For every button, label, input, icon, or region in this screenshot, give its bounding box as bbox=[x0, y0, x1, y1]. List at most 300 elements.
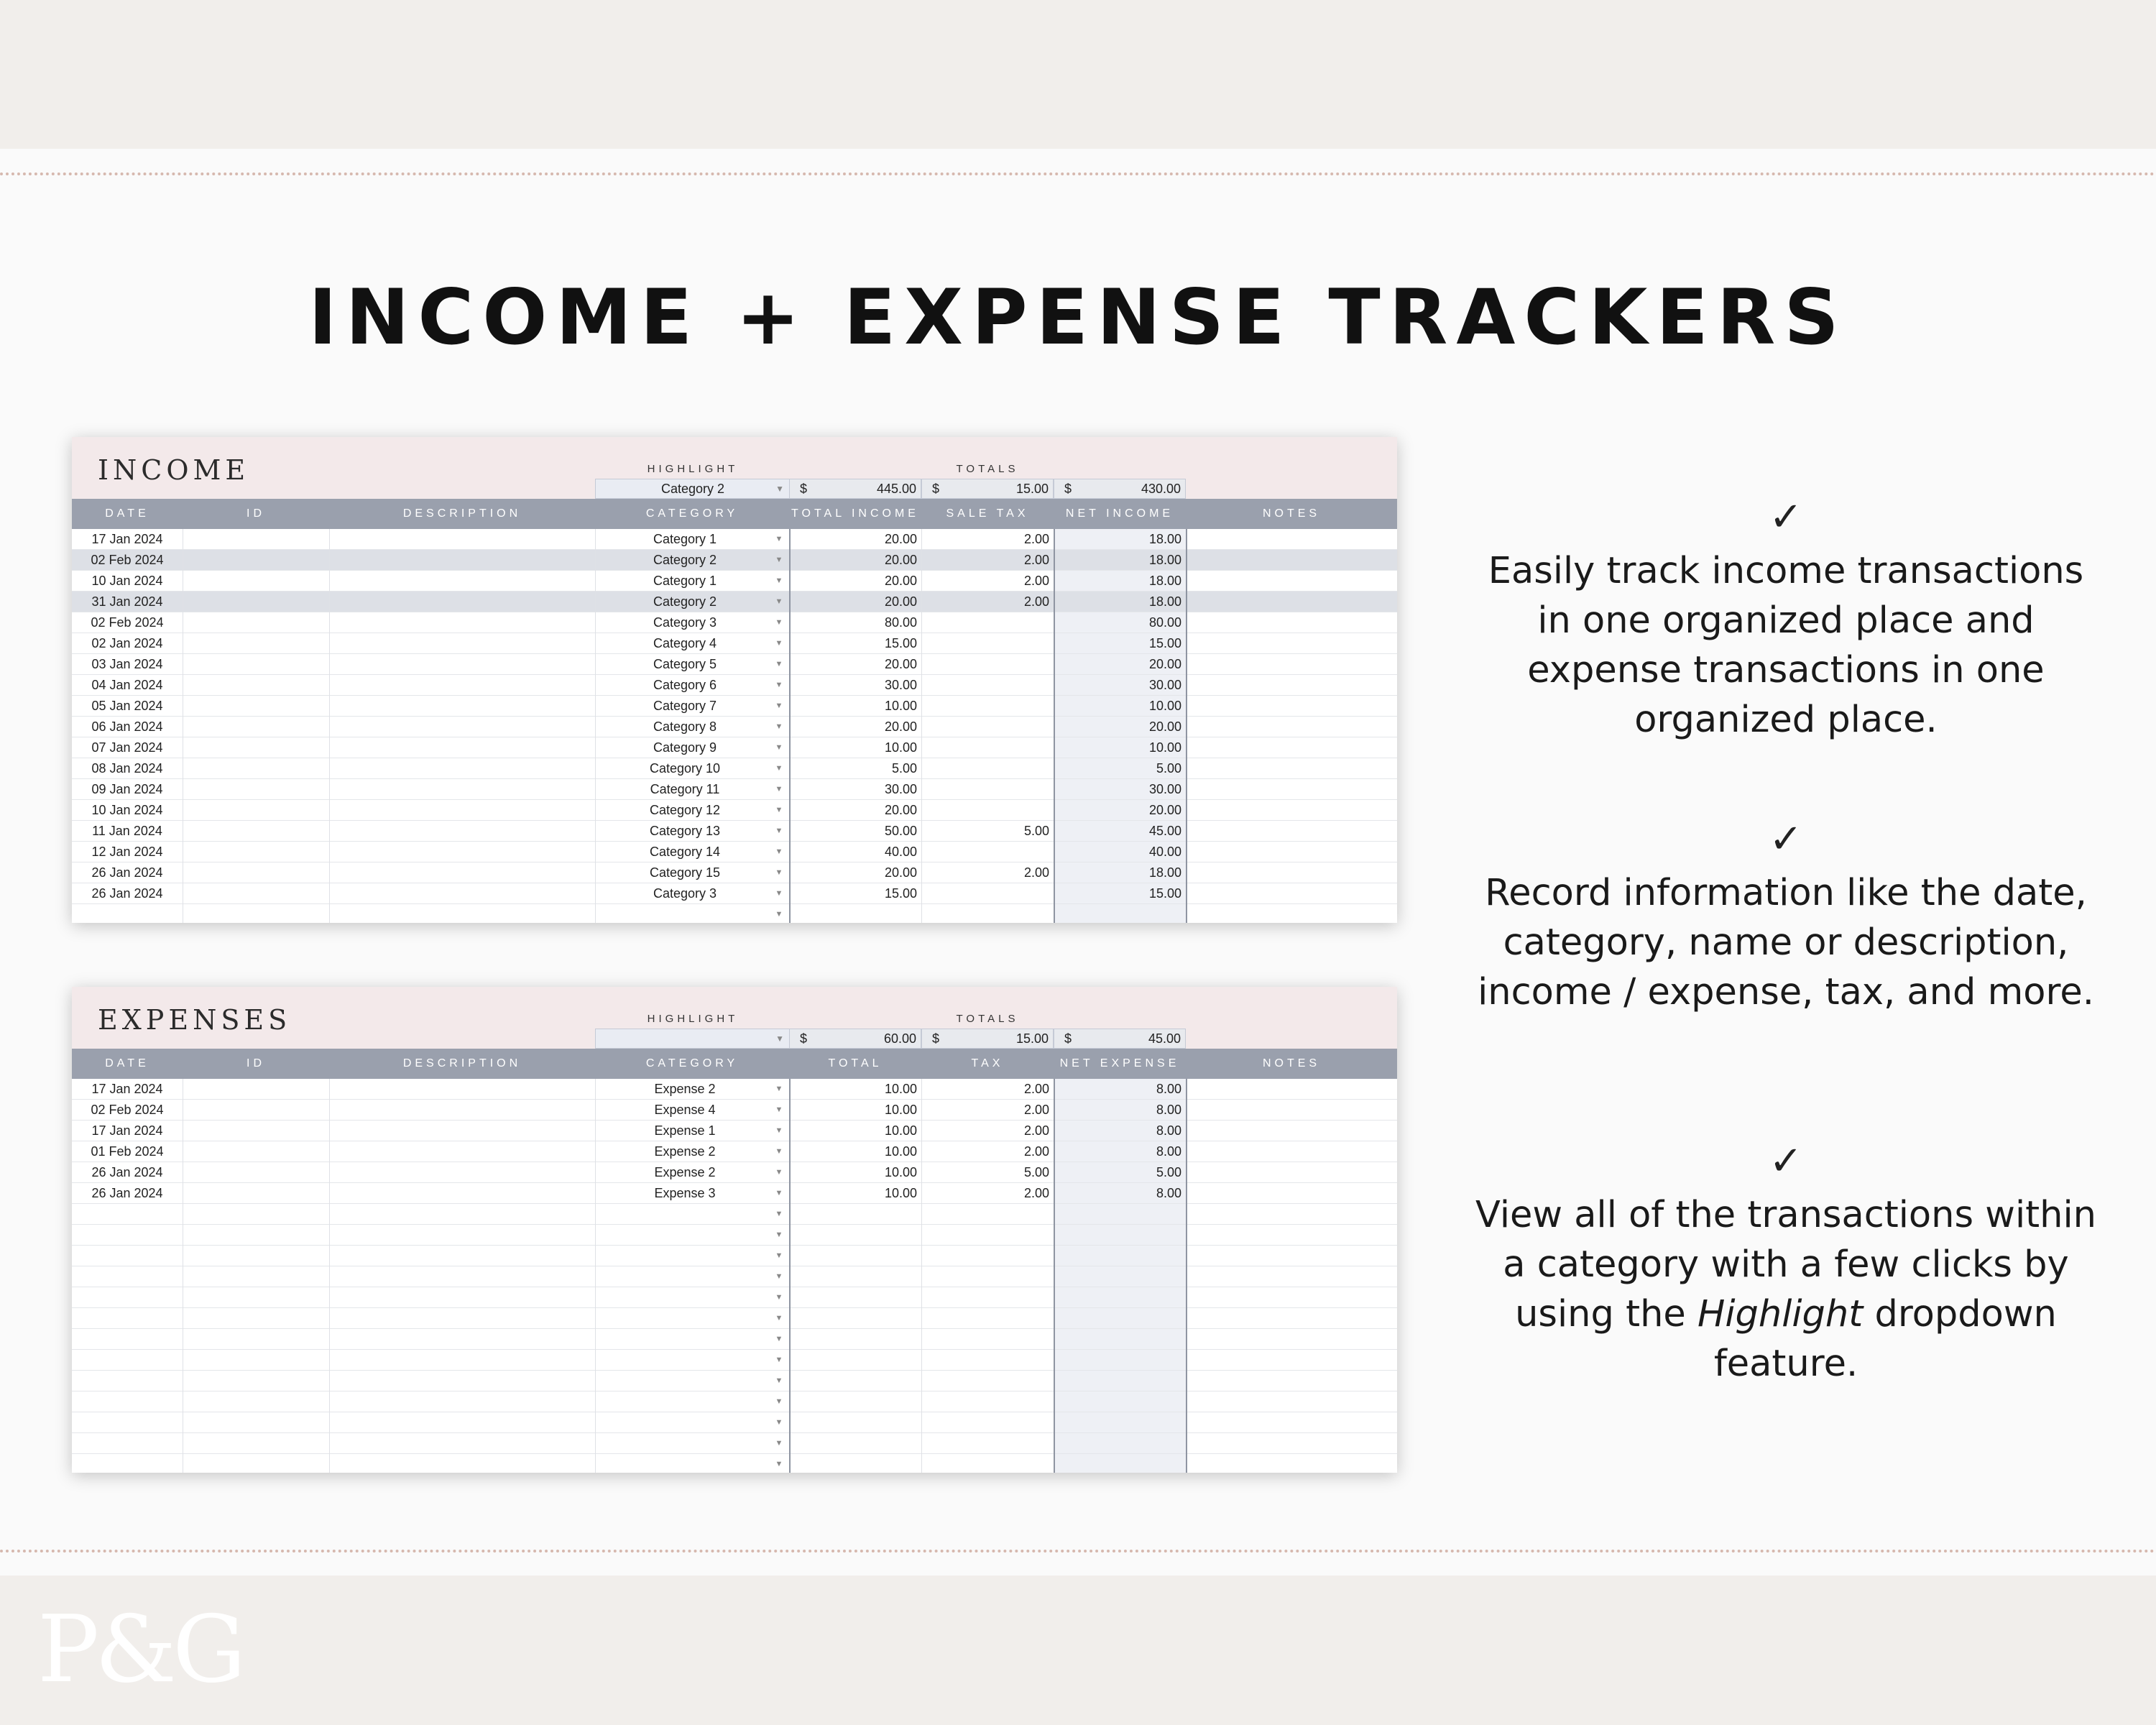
checkmark-icon: ✓ bbox=[1769, 1138, 1803, 1184]
table-row[interactable] bbox=[72, 717, 1397, 737]
col-header-description: DESCRIPTION bbox=[402, 507, 522, 520]
chevron-down-icon[interactable]: ▼ bbox=[775, 785, 783, 794]
cell-total[interactable]: 10.00 bbox=[884, 740, 917, 755]
cell-category[interactable] bbox=[595, 1371, 775, 1392]
cell-net[interactable]: 30.00 bbox=[1148, 678, 1181, 692]
cell-date[interactable]: 26 Jan 2024 bbox=[91, 865, 163, 880]
cell-total[interactable]: 10.00 bbox=[884, 1082, 917, 1096]
cell-category[interactable] bbox=[595, 1329, 775, 1350]
cell-net[interactable] bbox=[1054, 1225, 1181, 1246]
income-totals-label: TOTALS bbox=[956, 463, 1019, 475]
income-highlight-label: HIGHLIGHT bbox=[647, 463, 739, 475]
cell-tax[interactable] bbox=[921, 779, 1049, 800]
cell-total[interactable]: 30.00 bbox=[884, 782, 917, 796]
cell-date[interactable]: 08 Jan 2024 bbox=[91, 761, 163, 776]
table-row[interactable] bbox=[72, 904, 1397, 923]
chevron-down-icon[interactable]: ▼ bbox=[775, 1272, 783, 1281]
table-row[interactable] bbox=[72, 592, 1397, 612]
cell-date[interactable] bbox=[72, 1412, 183, 1433]
cell-total[interactable]: 20.00 bbox=[884, 594, 917, 609]
cell-total[interactable]: 10.00 bbox=[884, 1103, 917, 1117]
feature-2 bbox=[1473, 818, 2099, 1017]
cell-net[interactable] bbox=[1054, 1392, 1181, 1412]
chevron-down-icon: ▼ bbox=[775, 484, 784, 494]
chevron-down-icon[interactable]: ▼ bbox=[775, 1418, 783, 1427]
cell-net[interactable] bbox=[1054, 1371, 1181, 1392]
cell-tax[interactable] bbox=[921, 654, 1049, 675]
income-highlight-dropdown[interactable] bbox=[595, 479, 791, 499]
cell-tax[interactable] bbox=[921, 633, 1049, 654]
cell-net[interactable] bbox=[1054, 1287, 1181, 1308]
cell-total[interactable] bbox=[789, 1412, 917, 1433]
cell-date[interactable] bbox=[72, 1266, 183, 1287]
col-header-notes: NOTES bbox=[1262, 507, 1321, 520]
table-row[interactable] bbox=[72, 737, 1397, 758]
cell-tax[interactable] bbox=[921, 1329, 1049, 1350]
chevron-down-icon[interactable]: ▼ bbox=[775, 1251, 783, 1260]
cell-net[interactable]: 8.00 bbox=[1156, 1123, 1181, 1138]
table-row[interactable] bbox=[72, 1266, 1397, 1287]
cell-total[interactable]: 20.00 bbox=[884, 657, 917, 671]
cell-date[interactable]: 02 Feb 2024 bbox=[91, 615, 164, 630]
cell-tax[interactable]: 2.00 bbox=[1023, 1186, 1049, 1200]
cell-net[interactable]: 18.00 bbox=[1148, 532, 1181, 546]
cell-category[interactable]: Expense 1 bbox=[654, 1123, 716, 1138]
expenses-highlight-dropdown[interactable] bbox=[595, 1029, 791, 1049]
cell-category[interactable]: Category 1 bbox=[653, 532, 717, 546]
cell-tax[interactable] bbox=[921, 1433, 1049, 1454]
cell-date[interactable] bbox=[72, 1225, 183, 1246]
table-row[interactable] bbox=[72, 1162, 1397, 1183]
chevron-down-icon[interactable]: ▼ bbox=[775, 1189, 783, 1197]
table-row[interactable] bbox=[72, 758, 1397, 779]
cell-net[interactable]: 18.00 bbox=[1148, 553, 1181, 567]
chevron-down-icon[interactable]: ▼ bbox=[775, 535, 783, 543]
cell-category[interactable]: Expense 2 bbox=[654, 1144, 716, 1159]
cell-net[interactable]: 45.00 bbox=[1148, 824, 1181, 838]
cell-date[interactable]: 17 Jan 2024 bbox=[91, 532, 163, 546]
cell-net[interactable]: 18.00 bbox=[1148, 865, 1181, 880]
cell-tax[interactable] bbox=[921, 1225, 1049, 1246]
col-header-sale-tax: SALE TAX bbox=[946, 507, 1029, 520]
cell-date[interactable]: 04 Jan 2024 bbox=[91, 678, 163, 692]
chevron-down-icon[interactable]: ▼ bbox=[775, 1335, 783, 1343]
cell-date[interactable] bbox=[72, 1350, 183, 1371]
cell-total[interactable] bbox=[789, 1287, 917, 1308]
cell-net[interactable] bbox=[1054, 1412, 1181, 1433]
expenses-rows bbox=[72, 1079, 1397, 1473]
cell-net[interactable] bbox=[1054, 1350, 1181, 1371]
cell-date[interactable]: 01 Feb 2024 bbox=[91, 1144, 164, 1159]
chevron-down-icon[interactable]: ▼ bbox=[775, 1105, 783, 1114]
cell-category[interactable] bbox=[595, 1392, 775, 1412]
expenses-total-tax: $ 15.00 bbox=[921, 1029, 1054, 1049]
cell-date[interactable] bbox=[72, 1454, 183, 1473]
cell-category[interactable] bbox=[595, 1308, 775, 1329]
cell-category[interactable]: Category 14 bbox=[649, 845, 721, 859]
cell-tax[interactable] bbox=[921, 800, 1049, 821]
cell-total[interactable] bbox=[789, 1392, 917, 1412]
table-row[interactable] bbox=[72, 1100, 1397, 1121]
cell-tax[interactable]: 2.00 bbox=[1023, 1103, 1049, 1117]
cell-date[interactable]: 10 Jan 2024 bbox=[91, 803, 163, 817]
table-row[interactable] bbox=[72, 654, 1397, 675]
col-header-description: DESCRIPTION bbox=[402, 1057, 522, 1070]
chevron-down-icon[interactable]: ▼ bbox=[775, 1230, 783, 1239]
cell-date[interactable]: 03 Jan 2024 bbox=[91, 657, 163, 671]
table-row[interactable] bbox=[72, 1433, 1397, 1454]
cell-net[interactable]: 8.00 bbox=[1156, 1103, 1181, 1117]
cell-date[interactable] bbox=[72, 1308, 183, 1329]
cell-category[interactable] bbox=[595, 1287, 775, 1308]
cell-tax[interactable] bbox=[921, 1412, 1049, 1433]
cell-total[interactable]: 80.00 bbox=[884, 615, 917, 630]
table-row[interactable] bbox=[72, 1329, 1397, 1350]
cell-total[interactable]: 15.00 bbox=[884, 636, 917, 650]
cell-tax[interactable] bbox=[921, 675, 1049, 696]
cell-total[interactable] bbox=[789, 1329, 917, 1350]
chevron-down-icon[interactable]: ▼ bbox=[775, 722, 783, 731]
cell-net[interactable]: 15.00 bbox=[1148, 636, 1181, 650]
cell-category[interactable] bbox=[595, 1266, 775, 1287]
income-rows bbox=[72, 529, 1397, 923]
cell-total[interactable]: 40.00 bbox=[884, 845, 917, 859]
cell-net[interactable] bbox=[1054, 1266, 1181, 1287]
cell-tax[interactable]: 2.00 bbox=[1023, 1123, 1049, 1138]
cell-tax[interactable] bbox=[921, 883, 1049, 904]
cell-tax[interactable] bbox=[921, 1204, 1049, 1225]
cell-total[interactable] bbox=[789, 1204, 917, 1225]
cell-date[interactable]: 09 Jan 2024 bbox=[91, 782, 163, 796]
cell-category[interactable]: Category 6 bbox=[653, 678, 717, 692]
cell-net[interactable]: 20.00 bbox=[1148, 719, 1181, 734]
table-row[interactable] bbox=[72, 1141, 1397, 1162]
table-row[interactable] bbox=[72, 1371, 1397, 1392]
cell-date[interactable]: 02 Feb 2024 bbox=[91, 553, 164, 567]
chevron-down-icon[interactable]: ▼ bbox=[775, 868, 783, 877]
cell-net[interactable]: 30.00 bbox=[1148, 782, 1181, 796]
cell-net[interactable]: 8.00 bbox=[1156, 1082, 1181, 1096]
cell-total[interactable]: 20.00 bbox=[884, 719, 917, 734]
cell-tax[interactable] bbox=[921, 1392, 1049, 1412]
feature-1-text: Easily track income transactions in one organized place and expense transactions in one organized place. bbox=[1488, 550, 2084, 741]
cell-category[interactable]: Category 11 bbox=[650, 782, 720, 796]
col-header-total-income: TOTAL INCOME bbox=[791, 507, 919, 520]
divider-bottom bbox=[0, 1550, 2156, 1552]
cell-net[interactable] bbox=[1054, 1454, 1181, 1473]
cell-date[interactable]: 31 Jan 2024 bbox=[91, 594, 163, 609]
cell-total[interactable] bbox=[789, 1350, 917, 1371]
cell-category[interactable]: Category 1 bbox=[653, 574, 717, 588]
cell-total[interactable] bbox=[789, 1225, 917, 1246]
table-row[interactable] bbox=[72, 571, 1397, 592]
chevron-down-icon[interactable]: ▼ bbox=[775, 639, 783, 648]
chevron-down-icon[interactable]: ▼ bbox=[775, 743, 783, 752]
table-row[interactable] bbox=[72, 883, 1397, 904]
cell-tax[interactable]: 2.00 bbox=[1023, 1082, 1049, 1096]
chevron-down-icon[interactable]: ▼ bbox=[775, 1314, 783, 1322]
cell-category[interactable]: Category 3 bbox=[653, 886, 717, 901]
table-row[interactable] bbox=[72, 800, 1397, 821]
cell-category[interactable]: Category 15 bbox=[649, 865, 721, 880]
chevron-down-icon[interactable]: ▼ bbox=[775, 827, 783, 835]
chevron-down-icon[interactable]: ▼ bbox=[775, 1085, 783, 1093]
cell-category[interactable]: Category 8 bbox=[653, 719, 717, 734]
cell-category[interactable]: Category 5 bbox=[653, 657, 717, 671]
chevron-down-icon[interactable]: ▼ bbox=[775, 576, 783, 585]
chevron-down-icon[interactable]: ▼ bbox=[775, 847, 783, 856]
cell-tax[interactable]: 5.00 bbox=[1023, 1165, 1049, 1179]
cell-tax[interactable] bbox=[921, 717, 1049, 737]
chevron-down-icon[interactable]: ▼ bbox=[775, 702, 783, 710]
table-row[interactable] bbox=[72, 1287, 1397, 1308]
cell-category[interactable] bbox=[595, 1454, 775, 1473]
cell-tax[interactable]: 2.00 bbox=[1023, 594, 1049, 609]
cell-date[interactable] bbox=[72, 1246, 183, 1266]
cell-net[interactable]: 20.00 bbox=[1148, 803, 1181, 817]
cell-tax[interactable] bbox=[921, 737, 1049, 758]
cell-total[interactable]: 30.00 bbox=[884, 678, 917, 692]
cell-tax[interactable]: 2.00 bbox=[1023, 553, 1049, 567]
chevron-down-icon[interactable]: ▼ bbox=[775, 1397, 783, 1406]
cell-tax[interactable] bbox=[921, 1308, 1049, 1329]
chevron-down-icon[interactable]: ▼ bbox=[775, 556, 783, 564]
cell-category[interactable] bbox=[595, 904, 775, 923]
chevron-down-icon[interactable]: ▼ bbox=[775, 618, 783, 627]
income-total-net: $ 430.00 bbox=[1054, 479, 1186, 499]
table-row[interactable] bbox=[72, 1079, 1397, 1100]
income-column-headers bbox=[72, 499, 1397, 529]
cell-date[interactable]: 17 Jan 2024 bbox=[91, 1123, 163, 1138]
chevron-down-icon[interactable]: ▼ bbox=[775, 1210, 783, 1218]
cell-total[interactable]: 20.00 bbox=[884, 574, 917, 588]
cell-category[interactable]: Expense 3 bbox=[654, 1186, 716, 1200]
cell-category[interactable] bbox=[595, 1350, 775, 1371]
chevron-down-icon[interactable]: ▼ bbox=[775, 764, 783, 773]
cell-category[interactable]: Category 9 bbox=[653, 740, 717, 755]
table-row[interactable] bbox=[72, 862, 1397, 883]
table-row[interactable] bbox=[72, 842, 1397, 862]
table-row[interactable] bbox=[72, 1308, 1397, 1329]
cell-category[interactable] bbox=[595, 1246, 775, 1266]
cell-date[interactable]: 07 Jan 2024 bbox=[91, 740, 163, 755]
cell-category[interactable]: Category 2 bbox=[653, 594, 717, 609]
cell-net[interactable] bbox=[1054, 904, 1181, 923]
cell-total[interactable]: 5.00 bbox=[891, 761, 917, 776]
cell-date[interactable]: 26 Jan 2024 bbox=[91, 886, 163, 901]
cell-tax[interactable]: 2.00 bbox=[1023, 574, 1049, 588]
cell-total[interactable] bbox=[789, 1371, 917, 1392]
table-row[interactable] bbox=[72, 1204, 1397, 1225]
cell-net[interactable]: 18.00 bbox=[1148, 594, 1181, 609]
cell-net[interactable] bbox=[1054, 1308, 1181, 1329]
cell-date[interactable] bbox=[72, 1433, 183, 1454]
chevron-down-icon[interactable]: ▼ bbox=[775, 1168, 783, 1177]
cell-net[interactable]: 10.00 bbox=[1148, 699, 1181, 713]
feature-3-text: View all of the transactions within a category with a few clicks by using the Highlight dropdown feature. bbox=[1475, 1194, 2096, 1385]
cell-net[interactable]: 15.00 bbox=[1148, 886, 1181, 901]
cell-category[interactable] bbox=[595, 1204, 775, 1225]
cell-total[interactable]: 10.00 bbox=[884, 1186, 917, 1200]
cell-date[interactable]: 05 Jan 2024 bbox=[91, 699, 163, 713]
cell-total[interactable]: 50.00 bbox=[884, 824, 917, 838]
cell-date[interactable] bbox=[72, 1329, 183, 1350]
cell-tax[interactable]: 2.00 bbox=[1023, 1144, 1049, 1159]
cell-total[interactable]: 20.00 bbox=[884, 553, 917, 567]
table-row[interactable] bbox=[72, 612, 1397, 633]
table-row[interactable] bbox=[72, 696, 1397, 717]
table-row[interactable] bbox=[72, 1246, 1397, 1266]
cell-tax[interactable] bbox=[921, 1371, 1049, 1392]
chevron-down-icon[interactable]: ▼ bbox=[775, 1356, 783, 1364]
table-row[interactable] bbox=[72, 1121, 1397, 1141]
cell-net[interactable]: 5.00 bbox=[1156, 761, 1181, 776]
cell-category[interactable]: Expense 2 bbox=[654, 1082, 716, 1096]
cell-category[interactable]: Category 7 bbox=[653, 699, 717, 713]
chevron-down-icon[interactable]: ▼ bbox=[775, 597, 783, 606]
table-row[interactable] bbox=[72, 1183, 1397, 1204]
cell-total[interactable] bbox=[789, 1246, 917, 1266]
cell-total[interactable] bbox=[789, 1308, 917, 1329]
cell-tax[interactable] bbox=[921, 1266, 1049, 1287]
cell-total[interactable] bbox=[789, 904, 917, 923]
table-row[interactable] bbox=[72, 1412, 1397, 1433]
cell-category[interactable] bbox=[595, 1412, 775, 1433]
cell-date[interactable]: 02 Feb 2024 bbox=[91, 1103, 164, 1117]
table-row[interactable] bbox=[72, 1225, 1397, 1246]
cell-category[interactable]: Category 10 bbox=[649, 761, 721, 776]
cell-net[interactable] bbox=[1054, 1246, 1181, 1266]
cell-date[interactable] bbox=[72, 1287, 183, 1308]
cell-total[interactable] bbox=[789, 1433, 917, 1454]
cell-date[interactable]: 02 Jan 2024 bbox=[91, 636, 163, 650]
cell-date[interactable]: 26 Jan 2024 bbox=[91, 1186, 163, 1200]
cell-category[interactable] bbox=[595, 1225, 775, 1246]
cell-total[interactable]: 10.00 bbox=[884, 1123, 917, 1138]
cell-net[interactable] bbox=[1054, 1433, 1181, 1454]
table-row[interactable] bbox=[72, 529, 1397, 550]
expenses-totals-label: TOTALS bbox=[956, 1013, 1019, 1025]
col-header-tax: TAX bbox=[971, 1057, 1004, 1070]
cell-date[interactable]: 17 Jan 2024 bbox=[91, 1082, 163, 1096]
chevron-down-icon[interactable]: ▼ bbox=[775, 1376, 783, 1385]
cell-date[interactable]: 12 Jan 2024 bbox=[91, 845, 163, 859]
cell-tax[interactable] bbox=[921, 1454, 1049, 1473]
cell-date[interactable]: 26 Jan 2024 bbox=[91, 1165, 163, 1179]
chevron-down-icon[interactable]: ▼ bbox=[775, 1460, 783, 1468]
cell-category[interactable]: Category 13 bbox=[649, 824, 721, 838]
cell-net[interactable] bbox=[1054, 1329, 1181, 1350]
table-row[interactable] bbox=[72, 821, 1397, 842]
table-row[interactable] bbox=[72, 633, 1397, 654]
cell-tax[interactable] bbox=[921, 696, 1049, 717]
cell-total[interactable]: 10.00 bbox=[884, 1165, 917, 1179]
checkmark-icon: ✓ bbox=[1769, 494, 1803, 540]
table-row[interactable] bbox=[72, 1392, 1397, 1412]
chevron-down-icon[interactable]: ▼ bbox=[775, 660, 783, 668]
income-highlight-value: Category 2 bbox=[660, 482, 725, 496]
cell-total[interactable]: 20.00 bbox=[884, 532, 917, 546]
chevron-down-icon[interactable]: ▼ bbox=[775, 910, 783, 919]
cell-net[interactable]: 20.00 bbox=[1148, 657, 1181, 671]
cell-total[interactable] bbox=[789, 1266, 917, 1287]
cell-category[interactable]: Category 4 bbox=[653, 636, 717, 650]
col-header-date: DATE bbox=[105, 507, 149, 520]
table-row[interactable] bbox=[72, 1350, 1397, 1371]
cell-category[interactable] bbox=[595, 1433, 775, 1454]
cell-date[interactable] bbox=[72, 904, 183, 923]
cell-date[interactable]: 10 Jan 2024 bbox=[91, 574, 163, 588]
cell-tax[interactable]: 2.00 bbox=[1023, 865, 1049, 880]
cell-tax[interactable] bbox=[921, 1246, 1049, 1266]
cell-date[interactable] bbox=[72, 1392, 183, 1412]
cell-net[interactable]: 8.00 bbox=[1156, 1144, 1181, 1159]
cell-tax[interactable] bbox=[921, 612, 1049, 633]
col-header-date: DATE bbox=[105, 1057, 149, 1070]
chevron-down-icon[interactable]: ▼ bbox=[775, 806, 783, 814]
cell-total[interactable]: 20.00 bbox=[884, 865, 917, 880]
cell-date[interactable]: 11 Jan 2024 bbox=[92, 824, 162, 838]
cell-total[interactable] bbox=[789, 1454, 917, 1473]
chevron-down-icon[interactable]: ▼ bbox=[775, 1293, 783, 1302]
chevron-down-icon[interactable]: ▼ bbox=[775, 1147, 783, 1156]
table-row[interactable] bbox=[72, 1454, 1397, 1473]
cell-category[interactable]: Category 3 bbox=[653, 615, 717, 630]
expenses-sheet-header bbox=[72, 987, 1397, 1049]
cell-date[interactable] bbox=[72, 1371, 183, 1392]
cell-category[interactable]: Category 12 bbox=[649, 803, 721, 817]
cell-tax[interactable] bbox=[921, 904, 1049, 923]
cell-net[interactable]: 8.00 bbox=[1156, 1186, 1181, 1200]
cell-tax[interactable] bbox=[921, 1350, 1049, 1371]
cell-total[interactable]: 20.00 bbox=[884, 803, 917, 817]
cell-total[interactable]: 10.00 bbox=[884, 699, 917, 713]
col-header-net-income: NET INCOME bbox=[1065, 507, 1174, 520]
cell-net[interactable]: 5.00 bbox=[1156, 1165, 1181, 1179]
col-header-total-expense: TOTAL EXPENSE bbox=[815, 1057, 895, 1100]
cell-tax[interactable]: 2.00 bbox=[1023, 532, 1049, 546]
cell-category[interactable]: Expense 4 bbox=[654, 1103, 716, 1117]
cell-tax[interactable] bbox=[921, 758, 1049, 779]
income-total-tax: $ 15.00 bbox=[921, 479, 1054, 499]
cell-tax[interactable]: 5.00 bbox=[1023, 824, 1049, 838]
chevron-down-icon[interactable]: ▼ bbox=[775, 681, 783, 689]
table-row[interactable] bbox=[72, 675, 1397, 696]
chevron-down-icon[interactable]: ▼ bbox=[775, 1126, 783, 1135]
cell-tax[interactable] bbox=[921, 1287, 1049, 1308]
table-row[interactable] bbox=[72, 779, 1397, 800]
col-header-net-expense: NET EXPENSE bbox=[1059, 1057, 1180, 1070]
cell-total[interactable]: 15.00 bbox=[884, 886, 917, 901]
cell-category[interactable]: Category 2 bbox=[653, 553, 717, 567]
cell-total[interactable]: 10.00 bbox=[884, 1144, 917, 1159]
feature-1 bbox=[1473, 496, 2099, 745]
chevron-down-icon[interactable]: ▼ bbox=[775, 889, 783, 898]
table-row[interactable] bbox=[72, 550, 1397, 571]
chevron-down-icon[interactable]: ▼ bbox=[775, 1439, 783, 1448]
cell-net[interactable]: 10.00 bbox=[1148, 740, 1181, 755]
cell-date[interactable] bbox=[72, 1204, 183, 1225]
cell-net[interactable]: 18.00 bbox=[1148, 574, 1181, 588]
expenses-title: EXPENSES bbox=[98, 1004, 292, 1036]
cell-net[interactable] bbox=[1054, 1204, 1181, 1225]
income-sheet bbox=[72, 437, 1397, 923]
cell-net[interactable]: 80.00 bbox=[1148, 615, 1181, 630]
cell-category[interactable]: Expense 2 bbox=[654, 1165, 716, 1179]
cell-tax[interactable] bbox=[921, 842, 1049, 862]
cell-net[interactable]: 40.00 bbox=[1148, 845, 1181, 859]
cell-date[interactable]: 06 Jan 2024 bbox=[91, 719, 163, 734]
